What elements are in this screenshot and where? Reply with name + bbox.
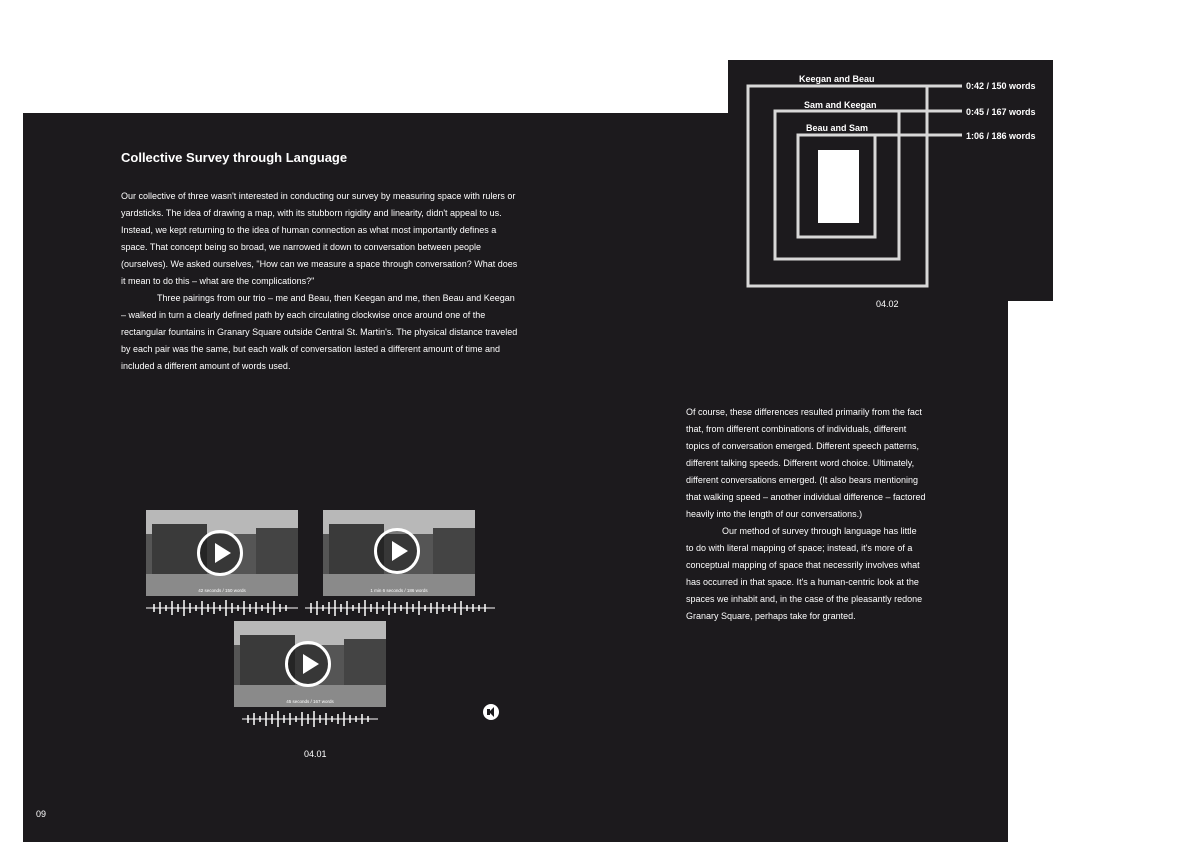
audio-waveform-3 <box>242 710 378 728</box>
paragraph-4: Our method of survey through language has little to do with literal mapping of space; instead, it's more of a conceptual mapping of space that necessrily involves what has occurred in that space. It's a human-centric look at the spaces we inhabit and, in the case of the pleasantly redone Granary Square, perhaps take for granted. <box>686 526 923 621</box>
audio-waveform-2 <box>305 599 495 617</box>
audio-waveform-1 <box>146 599 298 617</box>
video-caption-1: 42 seconds / 150 words <box>198 588 246 593</box>
video-caption-2: 1 min 6 seconds / 186 words <box>370 588 428 593</box>
paragraph-2: Three pairings from our trio – me and Beau, then Keegan and me, then Beau and Keegan – walked in turn a clearly defined path by each circulating clockwise once around one of the rectangular fountains in Granary Square outside Central St. Martin's. The physical distance traveled by each pair was the same, but each walk of conversation lasted a different amount of time and included a different amount of words used. <box>121 293 518 371</box>
right-column <box>686 404 926 625</box>
page-title: Collective Survey through Language <box>121 150 348 165</box>
diagram-graphic <box>728 60 1053 301</box>
video-thumbnail-2[interactable] <box>323 510 475 596</box>
pair-stat-3: 1:06 / 186 words <box>966 131 1036 141</box>
play-icon[interactable] <box>285 641 331 687</box>
paragraph-3: Of course, these differences resulted primarily from the fact that, from different combinations of individuals, different topics of conversation emerged. Different speech patterns, different talking speeds. Different word choice. Ultimately, different conversations emerged. (It also bears mentioning that walking speed – another individual difference – factored heavily into the length of our conversations.) <box>686 407 926 519</box>
pair-stat-2: 0:45 / 167 words <box>966 107 1036 117</box>
pair-label-2: Sam and Keegan <box>804 100 877 110</box>
video-thumbnail-3[interactable] <box>234 621 386 707</box>
speaker-icon[interactable] <box>483 704 499 720</box>
pair-label-3: Beau and Sam <box>806 123 869 133</box>
nested-rectangles-diagram <box>728 60 1053 301</box>
video-caption-3: 45 seconds / 167 words <box>286 699 334 704</box>
diagram-caption: 04.02 <box>876 299 899 309</box>
video-thumbnail-1[interactable] <box>146 510 298 596</box>
pair-stat-1: 0:42 / 150 words <box>966 81 1036 91</box>
paragraph-1: Our collective of three wasn't interested in conducting our survey by measuring space with rulers or yardsticks. The idea of drawing a map, with its stubborn rigidity and linearity, didn't appeal to us. Instead, we kept returning to the idea of human connection as what most importantly defines a space. That concept being so broad, we narrowed it down to conversation between people (ourselves). We asked ourselves, "How can we measure a space through conversation? What does it mean to do this – what are the complications?" <box>121 191 518 286</box>
media-caption: 04.01 <box>304 749 327 759</box>
pair-label-1: Keegan and Beau <box>799 74 875 84</box>
left-column <box>121 188 521 375</box>
play-icon[interactable] <box>374 528 420 574</box>
fountain-shape <box>818 150 859 223</box>
play-icon[interactable] <box>197 530 243 576</box>
page-number: 09 <box>36 809 47 819</box>
